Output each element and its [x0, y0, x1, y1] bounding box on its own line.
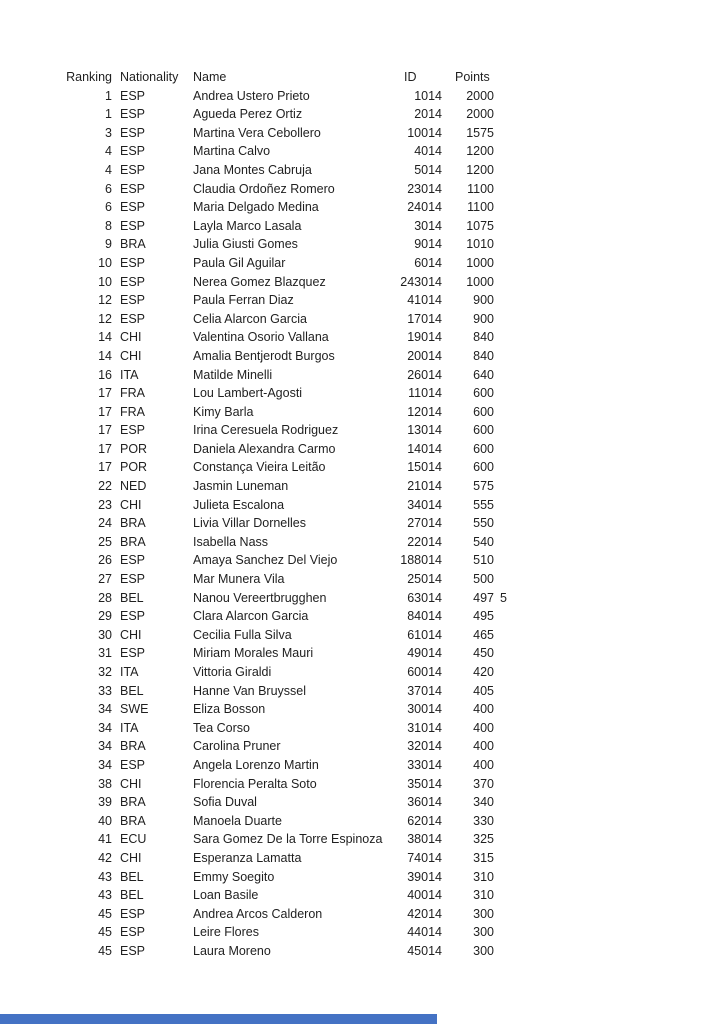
- points-cell: 300: [473, 943, 494, 958]
- points-cell: 2000: [466, 107, 494, 122]
- points-cell: 310: [473, 869, 494, 884]
- name-cell: Constança Vieira Leitão: [193, 460, 326, 475]
- table-row: [66, 440, 724, 459]
- id-cell: 62014: [407, 813, 442, 828]
- id-cell: 17014: [407, 311, 442, 326]
- points-cell: 495: [473, 609, 494, 624]
- id-cell: 6014: [414, 255, 442, 270]
- nationality-cell: ITA: [120, 665, 139, 679]
- name-cell: Livia Villar Dornelles: [193, 516, 307, 531]
- name-cell: Vittoria Giraldi: [193, 665, 272, 679]
- name-cell: Matilde Minelli: [193, 367, 273, 382]
- table-row: [66, 514, 724, 533]
- column-header-points: Points: [455, 70, 490, 84]
- id-cell: 49014: [407, 646, 442, 661]
- name-cell: Paula Gil Aguilar: [193, 255, 286, 270]
- rank-cell: 17: [98, 404, 112, 419]
- nationality-cell: ESP: [120, 293, 146, 308]
- name-cell: Loan Basile: [193, 888, 259, 903]
- nationality-cell: ESP: [120, 125, 146, 140]
- table-row: [66, 626, 724, 645]
- nationality-cell: FRA: [120, 386, 145, 401]
- rank-cell: 26: [98, 553, 112, 568]
- nationality-cell: ESP: [120, 144, 146, 159]
- id-cell: 33014: [407, 757, 442, 772]
- nationality-cell: CHI: [120, 348, 142, 363]
- rank-cell: 23: [98, 497, 112, 512]
- name-cell: Maria Delgado Medina: [193, 200, 319, 215]
- rank-cell: 14: [98, 348, 112, 363]
- points-cell: 2000: [466, 88, 494, 103]
- nationality-cell: BRA: [120, 795, 146, 810]
- table-row: [66, 217, 724, 236]
- rank-cell: 34: [98, 739, 112, 754]
- id-cell: 44014: [407, 925, 442, 940]
- id-cell: 34014: [407, 497, 442, 512]
- points-cell: 310: [473, 888, 494, 903]
- id-cell: 37014: [407, 683, 442, 698]
- table-row: [66, 105, 724, 124]
- nationality-cell: SWE: [120, 702, 149, 717]
- table-row: [66, 942, 724, 961]
- points-cell: 420: [473, 665, 494, 679]
- points-cell: 840: [473, 348, 494, 363]
- ranking-table: [0, 68, 724, 961]
- rank-cell: 27: [98, 572, 112, 587]
- id-cell: 5014: [414, 162, 442, 177]
- nationality-cell: BRA: [120, 237, 146, 252]
- points-cell: 450: [473, 646, 494, 661]
- nationality-cell: ESP: [120, 757, 146, 772]
- points-cell: 1075: [466, 218, 494, 233]
- name-cell: Cecilia Fulla Silva: [193, 627, 292, 642]
- points-cell: 510: [473, 553, 494, 568]
- nationality-cell: ESP: [120, 906, 146, 921]
- points-cell: 1010: [466, 237, 494, 252]
- table-row: [66, 496, 724, 515]
- rank-cell: 25: [98, 534, 112, 549]
- rank-cell: 45: [98, 943, 112, 958]
- nationality-cell: BEL: [120, 590, 144, 605]
- name-cell: Martina Vera Cebollero: [193, 125, 321, 140]
- points-cell: 400: [473, 702, 494, 717]
- name-cell: Mar Munera Vila: [193, 572, 285, 587]
- rank-cell: 41: [98, 832, 112, 847]
- points-cell: 497: [473, 590, 494, 605]
- nationality-cell: POR: [120, 441, 148, 456]
- extra-cell: 5: [500, 590, 507, 605]
- name-cell: Paula Ferran Diaz: [193, 293, 294, 308]
- points-cell: 300: [473, 906, 494, 921]
- nationality-cell: FRA: [120, 404, 145, 419]
- id-cell: 45014: [407, 943, 442, 958]
- points-cell: 1200: [466, 162, 494, 177]
- nationality-cell: BEL: [120, 683, 144, 698]
- points-cell: 500: [473, 572, 494, 587]
- name-cell: Angela Lorenzo Martin: [193, 757, 319, 772]
- table-row: [66, 124, 724, 143]
- points-cell: 400: [473, 757, 494, 772]
- name-cell: Hanne Van Bruyssel: [193, 683, 307, 698]
- rank-cell: 29: [98, 609, 112, 624]
- name-cell: Layla Marco Lasala: [193, 218, 302, 233]
- table-row: [66, 589, 724, 608]
- table-row: [66, 142, 724, 161]
- id-cell: 188014: [400, 553, 442, 568]
- table-row: [66, 775, 724, 794]
- id-cell: 11014: [408, 386, 442, 401]
- id-cell: 20014: [407, 348, 442, 363]
- name-cell: Daniela Alexandra Carmo: [193, 441, 336, 456]
- nationality-cell: ESP: [120, 553, 146, 568]
- table-row: [66, 198, 724, 217]
- nationality-cell: ESP: [120, 181, 146, 196]
- name-cell: Esperanza Lamatta: [193, 850, 302, 865]
- table-row: [66, 830, 724, 849]
- table-row: [66, 756, 724, 775]
- rank-cell: 43: [98, 869, 112, 884]
- rank-cell: 8: [105, 218, 112, 233]
- name-cell: Andrea Ustero Prieto: [193, 88, 310, 103]
- rank-cell: 34: [98, 702, 112, 717]
- id-cell: 21014: [407, 479, 442, 494]
- name-cell: Celia Alarcon Garcia: [193, 311, 307, 326]
- rank-cell: 17: [98, 441, 112, 456]
- nationality-cell: BRA: [120, 739, 146, 754]
- points-cell: 1000: [466, 274, 494, 289]
- id-cell: 74014: [407, 850, 442, 865]
- id-cell: 14014: [407, 441, 442, 456]
- column-header-name: Name: [193, 70, 227, 84]
- name-cell: Amalia Bentjerodt Burgos: [193, 348, 335, 363]
- nationality-cell: CHI: [120, 850, 142, 865]
- rank-cell: 30: [98, 627, 112, 642]
- nationality-cell: ITA: [120, 720, 139, 735]
- table-row: [66, 849, 724, 868]
- nationality-cell: BRA: [120, 534, 146, 549]
- nationality-cell: CHI: [120, 330, 142, 345]
- rank-cell: 12: [98, 311, 112, 326]
- table-row: [66, 310, 724, 329]
- name-cell: Laura Moreno: [193, 943, 271, 958]
- nationality-cell: ESP: [120, 925, 146, 940]
- name-cell: Eliza Bosson: [193, 702, 266, 717]
- nationality-cell: NED: [120, 479, 147, 494]
- rank-cell: 4: [105, 162, 112, 177]
- nationality-cell: ESP: [120, 162, 146, 177]
- points-cell: 900: [473, 311, 494, 326]
- nationality-cell: ITA: [120, 367, 139, 382]
- name-cell: Miriam Morales Mauri: [193, 646, 314, 661]
- id-cell: 63014: [407, 590, 442, 605]
- points-cell: 405: [473, 683, 494, 698]
- id-cell: 42014: [407, 906, 442, 921]
- name-cell: Isabella Nass: [193, 534, 269, 549]
- name-cell: Amaya Sanchez Del Viejo: [193, 553, 338, 568]
- name-cell: Clara Alarcon Garcia: [193, 609, 309, 624]
- name-cell: Sofia Duval: [193, 795, 257, 810]
- nationality-cell: ECU: [120, 832, 147, 847]
- points-cell: 640: [473, 367, 494, 382]
- table-row: [66, 347, 724, 366]
- table-row: [66, 700, 724, 719]
- table-row: [66, 254, 724, 273]
- rank-cell: 9: [105, 237, 112, 252]
- nationality-cell: ESP: [120, 423, 146, 438]
- rank-cell: 10: [98, 255, 112, 270]
- name-cell: Carolina Pruner: [193, 739, 281, 754]
- id-cell: 30014: [407, 702, 442, 717]
- table-row: [66, 235, 724, 254]
- id-cell: 26014: [407, 367, 442, 382]
- name-cell: Lou Lambert-Agosti: [193, 386, 303, 401]
- table-body: [66, 87, 724, 961]
- table-row: [66, 291, 724, 310]
- nationality-cell: ESP: [120, 255, 146, 270]
- rank-cell: 22: [98, 479, 112, 494]
- name-cell: Claudia Ordoñez Romero: [193, 181, 335, 196]
- table-row: [66, 551, 724, 570]
- nationality-cell: ESP: [120, 943, 146, 958]
- points-cell: 540: [473, 534, 494, 549]
- name-cell: Valentina Osorio Vallana: [193, 330, 329, 345]
- name-cell: Emmy Soegito: [193, 869, 275, 884]
- points-cell: 1575: [466, 125, 494, 140]
- table-row: [66, 905, 724, 924]
- points-cell: 600: [473, 460, 494, 475]
- column-header-id: ID: [404, 70, 417, 84]
- nationality-cell: CHI: [120, 776, 142, 791]
- name-cell: Julieta Escalona: [193, 497, 285, 512]
- name-cell: Nerea Gomez Blazquez: [193, 274, 326, 289]
- id-cell: 2014: [414, 107, 442, 122]
- id-cell: 41014: [407, 293, 442, 308]
- points-cell: 400: [473, 720, 494, 735]
- table-row: [66, 458, 724, 477]
- rank-cell: 10: [98, 274, 112, 289]
- table-row: [66, 793, 724, 812]
- nationality-cell: ESP: [120, 646, 146, 661]
- rank-cell: 4: [105, 144, 112, 159]
- points-cell: 325: [473, 832, 494, 847]
- table-row: [66, 180, 724, 199]
- rank-cell: 42: [98, 850, 112, 865]
- rank-cell: 3: [105, 125, 112, 140]
- rank-cell: 39: [98, 795, 112, 810]
- id-cell: 24014: [407, 200, 442, 215]
- nationality-cell: ESP: [120, 311, 146, 326]
- rank-cell: 38: [98, 776, 112, 791]
- table-row: [66, 886, 724, 905]
- points-cell: 1200: [466, 144, 494, 159]
- nationality-cell: BRA: [120, 813, 146, 828]
- table-row: [66, 384, 724, 403]
- id-cell: 12014: [407, 404, 442, 419]
- points-cell: 400: [473, 739, 494, 754]
- name-cell: Julia Giusti Gomes: [193, 237, 298, 252]
- table-row: [66, 570, 724, 589]
- table-row: [66, 719, 724, 738]
- rank-cell: 24: [98, 516, 112, 531]
- rank-cell: 45: [98, 906, 112, 921]
- id-cell: 22014: [407, 534, 442, 549]
- nationality-cell: POR: [120, 460, 148, 475]
- rank-cell: 28: [98, 590, 112, 605]
- nationality-cell: CHI: [120, 497, 142, 512]
- points-cell: 600: [473, 423, 494, 438]
- id-cell: 9014: [414, 237, 442, 252]
- id-cell: 3014: [414, 218, 442, 233]
- table-row: [66, 366, 724, 385]
- nationality-cell: ESP: [120, 88, 146, 103]
- nationality-cell: BEL: [120, 888, 144, 903]
- id-cell: 27014: [407, 516, 442, 531]
- id-cell: 19014: [407, 330, 442, 345]
- points-cell: 840: [473, 330, 494, 345]
- rank-cell: 17: [98, 423, 112, 438]
- name-cell: Andrea Arcos Calderon: [193, 906, 323, 921]
- rank-cell: 17: [98, 460, 112, 475]
- name-cell: Florencia Peralta Soto: [193, 776, 317, 791]
- rank-cell: 14: [98, 330, 112, 345]
- table-row: [66, 328, 724, 347]
- table-row: [66, 607, 724, 626]
- id-cell: 32014: [407, 739, 442, 754]
- table-row: [66, 923, 724, 942]
- rank-cell: 6: [105, 181, 112, 196]
- points-cell: 315: [473, 850, 494, 865]
- nationality-cell: BEL: [120, 869, 144, 884]
- nationality-cell: ESP: [120, 274, 146, 289]
- id-cell: 84014: [407, 609, 442, 624]
- id-cell: 60014: [407, 665, 442, 679]
- nationality-cell: ESP: [120, 200, 146, 215]
- name-cell: Irina Ceresuela Rodriguez: [193, 423, 339, 438]
- rank-cell: 34: [98, 757, 112, 772]
- name-cell: Jasmin Luneman: [193, 479, 289, 494]
- id-cell: 1014: [414, 88, 442, 103]
- table-header-row: [66, 68, 724, 87]
- table-row: [66, 644, 724, 663]
- rank-cell: 40: [98, 813, 112, 828]
- points-cell: 1100: [467, 181, 494, 196]
- rank-cell: 43: [98, 888, 112, 903]
- nationality-cell: ESP: [120, 107, 146, 122]
- id-cell: 23014: [407, 181, 442, 196]
- table-row: [66, 737, 724, 756]
- points-cell: 900: [473, 293, 494, 308]
- rank-cell: 34: [98, 720, 112, 735]
- points-cell: 575: [473, 479, 494, 494]
- points-cell: 550: [473, 516, 494, 531]
- points-cell: 600: [473, 441, 494, 456]
- points-cell: 600: [473, 386, 494, 401]
- id-cell: 25014: [407, 572, 442, 587]
- table-row: [66, 812, 724, 831]
- id-cell: 39014: [407, 869, 442, 884]
- nationality-cell: ESP: [120, 572, 146, 587]
- id-cell: 243014: [400, 274, 442, 289]
- table-row: [66, 403, 724, 422]
- points-cell: 300: [473, 925, 494, 940]
- name-cell: Martina Calvo: [193, 144, 271, 159]
- table-row: [66, 161, 724, 180]
- id-cell: 40014: [407, 888, 442, 903]
- id-cell: 4014: [414, 144, 442, 159]
- rank-cell: 1: [105, 88, 112, 103]
- id-cell: 38014: [407, 832, 442, 847]
- points-cell: 555: [473, 497, 494, 512]
- id-cell: 31014: [407, 720, 442, 735]
- id-cell: 61014: [407, 627, 442, 642]
- name-cell: Sara Gomez De la Torre Espinoza: [193, 832, 383, 847]
- id-cell: 35014: [407, 776, 442, 791]
- table-row: [66, 868, 724, 887]
- rank-cell: 17: [98, 386, 112, 401]
- id-cell: 13014: [407, 423, 442, 438]
- table-row: [66, 273, 724, 292]
- points-cell: 330: [473, 813, 494, 828]
- name-cell: Jana Montes Cabruja: [193, 162, 312, 177]
- table-row: [66, 421, 724, 440]
- points-cell: 340: [473, 795, 494, 810]
- name-cell: Kimy Barla: [193, 404, 254, 419]
- points-cell: 1000: [466, 255, 494, 270]
- table-row: [66, 682, 724, 701]
- points-cell: 600: [473, 404, 494, 419]
- table-row: [66, 533, 724, 552]
- nationality-cell: ESP: [120, 609, 146, 624]
- name-cell: Agueda Perez Ortiz: [193, 107, 303, 122]
- id-cell: 36014: [407, 795, 442, 810]
- id-cell: 15014: [407, 460, 442, 475]
- rank-cell: 31: [98, 646, 112, 661]
- nationality-cell: BRA: [120, 516, 146, 531]
- name-cell: Manoela Duarte: [193, 813, 282, 828]
- table-row: [66, 477, 724, 496]
- table-row: [66, 663, 724, 682]
- rank-cell: 1: [105, 107, 112, 122]
- name-cell: Tea Corso: [193, 720, 250, 735]
- nationality-cell: ESP: [120, 218, 146, 233]
- table-row: [66, 87, 724, 106]
- rank-cell: 32: [98, 665, 112, 679]
- column-header-nationality: Nationality: [120, 70, 179, 84]
- id-cell: 10014: [407, 125, 442, 140]
- nationality-cell: CHI: [120, 627, 142, 642]
- rank-cell: 33: [98, 683, 112, 698]
- rank-cell: 45: [98, 925, 112, 940]
- name-cell: Leire Flores: [193, 925, 259, 940]
- points-cell: 465: [473, 627, 494, 642]
- points-cell: 370: [473, 776, 494, 791]
- bottom-accent-bar: [0, 1014, 437, 1024]
- points-cell: 1100: [467, 200, 494, 215]
- rank-cell: 6: [105, 200, 112, 215]
- name-cell: Nanou Vereertbrugghen: [193, 590, 327, 605]
- column-header-ranking: Ranking: [66, 70, 112, 84]
- rank-cell: 12: [98, 293, 112, 308]
- rank-cell: 16: [98, 367, 112, 382]
